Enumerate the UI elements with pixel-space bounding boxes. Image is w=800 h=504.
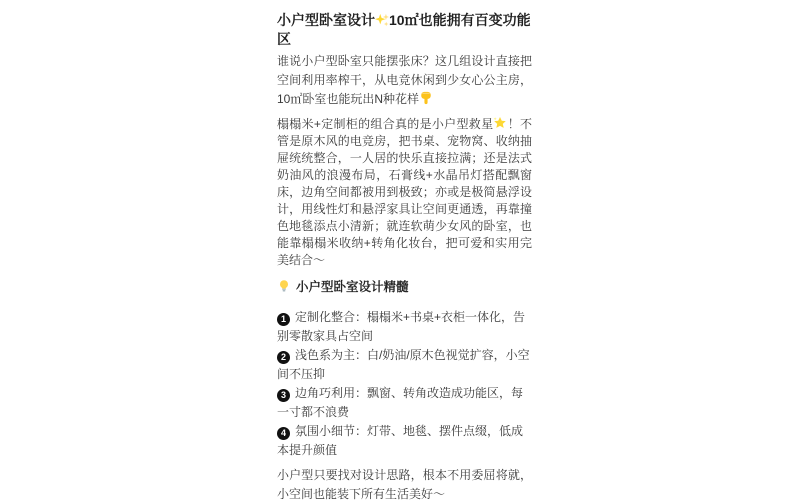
outro-paragraph xyxy=(277,466,532,504)
tip-number-badge: 3 xyxy=(277,389,290,402)
article-column xyxy=(277,11,532,504)
tip-number-badge: 2 xyxy=(277,351,290,364)
outro-text: 小户型只要找对设计思路，根本不用委屈将就，小空间也能装下所有生活美好～ xyxy=(277,468,532,501)
tip-number-badge: 4 xyxy=(277,427,290,440)
tip-number-badge: 1 xyxy=(277,313,290,326)
section-title: 小户型卧室设计精髓 xyxy=(296,280,409,294)
tip-item-1 xyxy=(277,308,532,346)
body-paragraph xyxy=(277,116,532,269)
glowing-star-icon xyxy=(493,116,507,130)
section-heading xyxy=(277,278,532,297)
tip-text: 氛围小细节：灯带、地毯、摆件点缀，低成本提升颜值 xyxy=(277,424,524,457)
title-text-2: 10㎡也能拥有百变功能区 xyxy=(277,12,531,47)
body-text-2: ！不管是原木风的电竞房，把书桌、宠物窝、收纳抽屉统统整合，一人居的快乐直接拉满；还是法式奶油风的浪漫布局，石膏线+水晶吊灯搭配飘窗床，边角空间都被用到极致；亦或是极简悬浮设计，用线性灯和悬浮家具让空间更通透，再靠撞色地毯添点小清新；就连软萌少女风的卧室，也能靠榻榻米收纳+转角化妆台，把可爱和实用完美结合～ xyxy=(277,117,532,267)
intro-text: 谁说小户型卧室只能摆张床？这几组设计直接把空间利用率榨干，从电竞休闲到少女心公主房，10㎡卧室也能玩出N种花样 xyxy=(277,54,532,106)
intro-paragraph xyxy=(277,52,532,109)
pointing-down-icon xyxy=(419,91,433,105)
sparkles-icon xyxy=(375,13,389,27)
tip-text: 边角巧利用：飘窗、转角改造成功能区，每一寸都不浪费 xyxy=(277,386,524,419)
article-title xyxy=(277,11,532,49)
light-bulb-icon xyxy=(277,279,291,293)
tip-item-3 xyxy=(277,384,532,422)
tip-text: 定制化整合：榻榻米+书桌+衣柜一体化，告别零散家具占空间 xyxy=(277,310,526,343)
tip-item-4 xyxy=(277,422,532,460)
tips-list xyxy=(277,308,532,460)
tip-item-2 xyxy=(277,346,532,384)
tip-text: 浅色系为主：白/奶油/原木色视觉扩容，小空间不压抑 xyxy=(277,348,530,381)
body-text-1: 榻榻米+定制柜的组合真的是小户型救星 xyxy=(277,117,494,131)
title-text-1: 小户型卧室设计 xyxy=(277,12,375,28)
